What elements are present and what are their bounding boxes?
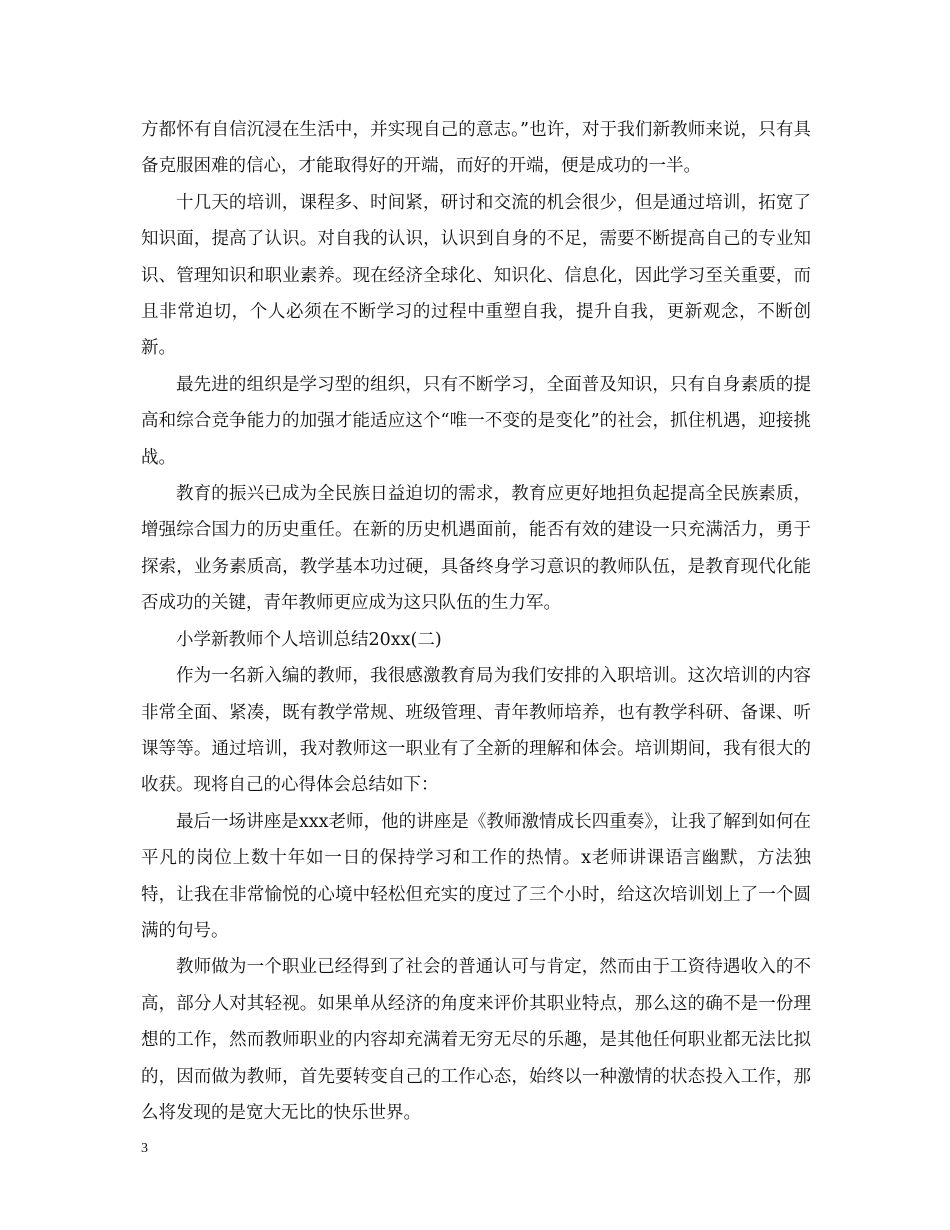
document-body: [141, 112, 811, 1131]
paragraph: 教育的振兴已成为全民族日益迫切的需求，教育应更好地担负起提高全民族素质，增强综合国力的历史重任。在新的历史机遇面前，能否有效的建设一只充满活力，勇于探索，业务素质高，教学基本功过硬，具备终身学习意识的教师队伍，是教育现代化能否成功的关键，青年教师更应成为这只队伍的生力军。: [141, 484, 811, 614]
paragraph-continued: 方都怀有自信沉浸在生活中，并实现自己的意志。”也许，对于我们新教师来说，只有具备克服困难的信心，才能取得好的开端，而好的开端，便是成功的一半。: [141, 120, 811, 177]
section-heading: 小学新教师个人培训总结20xx(二): [176, 629, 442, 650]
paragraph: 教师做为一个职业已经得到了社会的普通认可与肯定，然而由于工资待遇收入的不高，部分人对其轻视。如果单从经济的角度来评价其职业特点，那么这的确不是一份理想的工作，然而教师职业的内容却充满着无穷无尽的乐趣，是其他任何职业都无法比拟的，因而做为教师，首先要转变自己的工作心态，始终以一种激情的状态投入工作，那么将发现的是宽大无比的快乐世界。: [141, 957, 811, 1123]
paragraph: 作为一名新入编的教师，我很感激教育局为我们安排的入职培训。这次培训的内容非常全面、紧凑，既有教学常规、班级管理、青年教师培养，也有教学科研、备课、听课等等。通过培训，我对教师这一职业有了全新的理解和体会。培训期间，我有很大的收获。现将自己的心得体会总结如下：: [141, 666, 811, 796]
page-number: 3: [141, 1141, 148, 1156]
paragraph: 最先进的组织是学习型的组织，只有不断学习，全面普及知识，只有自身素质的提高和综合竞争能力的加强才能适应这个“唯一不变的是变化”的社会，抓住机遇，迎接挑战。: [141, 374, 811, 468]
paragraph: 十几天的培训，课程多、时间紧，研讨和交流的机会很少，但是通过培训，拓宽了知识面，提高了认识。对自我的认识，认识到自身的不足，需要不断提高自己的专业知识、管理知识和职业素养。现在经济全球化、知识化、信息化，因此学习至关重要，而且非常迫切，个人必须在不断学习的过程中重塑自我，提升自我，更新观念，不断创新。: [141, 192, 811, 359]
paragraph: 最后一场讲座是xxx老师，他的讲座是《教师激情成长四重奏》，让我了解到如何在平凡的岗位上数十年如一日的保持学习和工作的热情。x老师讲课语言幽默，方法独特，让我在非常愉悦的心境中轻松但充实的度过了三个小时，给这次培训划上了一个圆满的句号。: [141, 811, 811, 941]
